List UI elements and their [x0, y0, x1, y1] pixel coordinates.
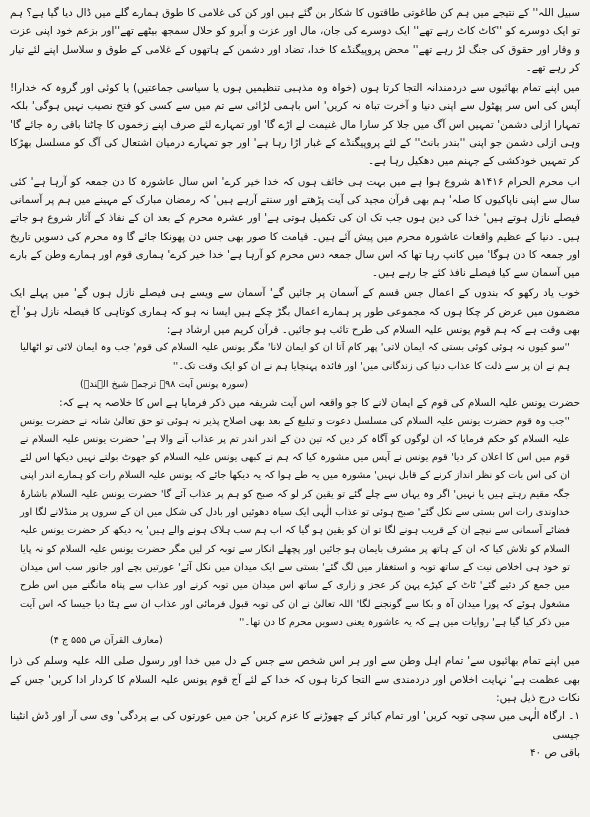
- story-quote: ''جب وہ قوم حضرت یونس علیہ السلام کی مسلسل دعوت و تبلیغ کے بعد بھی اصلاح پذیر نہ ہوئی تو حق تعالیٰ شانہ نے حضرت یونس علیہ السلام کو حکم فرمایا کہ ان لوگوں کو آگاہ کر دیں کہ تین دن کے اندر اندر تم پر عذاب آنے والا ہے' حضرت یونس علیہ السلام نے قوم میں اس کا اعلان کر دیا' قوم یونس نے آپس میں مشورہ کیا کہ ہم نے کبھی یونس علیہ السلام کو جھوٹ بولتے نہیں دیکھا اس لئے ان کی اس بات کو نظر انداز کرنے کے قابل نہیں' مشورہ میں یہ طے ہوا کہ یہ دیکھا جائے کہ یونس علیہ السلام رات کو ہمارے اندر اپنی جگہ مقیم رہتے ہیں یا نہیں' اگر وہ یہاں سے چلے گئے تو یقین کر لو کہ صبح کو ہم پر عذاب آئے گا' حضرت یونس علیہ السلام باشارۂ خداوندی رات اس بستی سے نکل گئے' صبح ہوئی تو عذاب الٰہی ایک سیاہ دھوئیں اور بادل کی شکل میں ان کے سروں پر منڈلانے لگا اور فضائے آسمانی سے نیچے ان کے قریب ہونے لگا تو ان کو یقین ہو گیا کہ اب ہم سب ہلاک ہونے والے ہیں' یہ دیکھ کر حضرت یونس علیہ السلام کو تلاش کیا کہ ان کے ہاتھ پر مشرف بایمان ہو جائیں اور پچھلے انکار سے توبہ کر لیں مگر حضرت یونس علیہ السلام کو نہ پایا تو خود ہی اخلاص نیت کے ساتھ توبہ و استغفار میں لگ گئے' بستی سے ایک میدان میں نکل آئے' عورتیں بچے اور جانور سب اس میدان میں جمع کر دئیے گئے' ٹاٹ کے کپڑے پہن کر عجز و زاری کے ساتھ اس میدان میں توبہ کرنے اور عذاب سے پناہ مانگنے میں اس طرح مشغول ہوئے کہ پورا میدان آہ و بکا سے گونجنے لگا' اللہ تعالیٰ نے ان کی توبہ قبول فرمائی اور عذاب ان سے ہٹا دیا جیسا کہ اس آیت میں ذکر کیا گیا ہے' روایات میں ہے کہ یہ عاشورہ یعنی دسویں محرم کا دن تھا۔'': [20, 415, 570, 628]
- quote-citation: (سورہ یونس آیت ۹۸۔ ترجمہ شیخ الہندؒ): [80, 378, 249, 390]
- paragraph-3: اب محرم الحرام ۱۴۱۶ھ شروع ہوا ہے میں بہت ہی خائف ہوں کہ خدا خیر کرے' اس سال عاشورہ کا دن جمعہ کو آرہا ہے' کئی سال سے اپنی ناپاکیوں کا صلہ' ہم بھی قرآن مجید کی آیت پڑھتے اور سنتے آرہے ہیں' کہ رمضان مبارک کے مہینے میں ہم پر آسمانی فیصلے نازل ہوتے ہیں' خدا کی دین ہوں جب تک ان کی تکمیل ہوتی ہے' اور عشرہ محرم کے بعد ان کے نفاذ کے آثار شروع ہو جاتے ہیں۔ دنیا کے عظیم واقعات عاشورہ محرم میں پیش آئے ہیں۔ قیامت کا صور بھی جس دن پھونکا جائے گا وہ محرم کی دسویں تاریخ اور جمعہ کا دن ہوگا' میں کانپ رہا تھا کہ اس سال جمعہ دس محرم کو آرہا ہے' خدا خیر کرے' ہماری قوم اور ہمارے وطن کے بارے میں آسمان سے کیا فیصلے نافذ کئے جا رہے ہیں۔: [10, 175, 580, 280]
- paragraph-7: ۱۔ ارگاہ الٰہی میں سچی توبہ کریں' اور تمام کبائر کے چھوڑنے کا عزم کریں' جن میں عورتوں کی بے پردگی' وی سی آر اور ڈش انٹینا جیسی: [10, 710, 580, 741]
- paragraph-4: خوب یاد رکھو کہ بندوں کے اعمال جس قسم کے آسمان پر جائیں گے' آسمان سے ویسے ہی فیصلے نازل ہوں گے' میں پہلے ایک مضمون میں عرض کر چکا ہوں کہ مجموعی طور پر ہمارے اعمال بگڑ چکے ہیں ایسا نہ ہو کہ ہماری کوتاہی کا فیصلہ نازل ہو' آج بھی وقت ہے کہ ہم قوم یونس علیہ السلام کی طرح تائب ہو جائیں۔ قرآن کریم میں ارشاد ہے:: [10, 287, 580, 337]
- story-citation: (معارف القرآن ص ۵۵۵ ج ۴): [50, 635, 163, 647]
- quran-quote: ''سو کیوں نہ ہوئی کوئی بستی کہ ایمان لاتی' پھر کام آتا ان کو ایمان لانا' مگر یونس علیہ السلام کی قوم' جب وہ ایمان لائی تو اٹھالیا ہم نے ان پر سے ذلت کا عذاب دنیا کی زندگانی میں' اور فائدہ پہنچایا ہم نے ان کو ایک وقت تک۔'': [20, 342, 570, 372]
- paragraph-5: حضرت یونس علیہ السلام کی قوم کے ایمان لانے کا جو واقعہ اس آیت شریفہ میں ذکر فرمایا ہے اس کا خلاصہ یہ ہے کہ:: [59, 397, 580, 410]
- paragraph-6: میں اپنے تمام بھائیوں سے' تمام اہل وطن سے اور ہر اس شخص سے جس کے دل میں خدا اور رسول صلی اللہ علیہ وسلم کی ذرا بھی عظمت ہے' نہایت اخلاص اور دردمندی سے التجا کرتا ہوں کہ خدا کے لئے آج قوم یونس علیہ السلام کا کردار ادا کریں' جس کے نکات درج ذیل ہیں:: [10, 655, 580, 704]
- continued-note: باقی ص ۴۰: [529, 746, 580, 759]
- paragraph-2: میں اپنے تمام بھائیوں سے دردمندانہ التجا کرتا ہوں (خواہ وہ مذہبی تنظیمیں ہوں یا سیاسی جماعتیں) یا کوئی اور گروہ کہ خدارا! آپس کی اس سر پھٹول سے اپنی دنیا و آخرت تباہ نہ کریں' اس باہمی لڑائی سے تم میں سے کسی کو فتح نصیب نہیں ہوگی' بلکہ تمہارا ازلی دشمن' تمہیں اس آگ میں جلا کر سارا مال غنیمت لے اڑے گا' اور تمہارے لئے صرف اپنے زخموں کا چاٹنا باقی رہ جائے گا' وہی ازلی دشمن جو اپنی ''بندر بانٹ'' کے لئے پروپیگنڈے کے غبار اڑا رہا ہے' اور جو تمہارے درمیان اشتعال کی آگ کو مسلسل بھڑکا کر تمہیں خودکشی کے جہنم میں دھکیل رہا ہے۔: [10, 82, 580, 168]
- paragraph-1: سبیل اللہ'' کے نتیجے میں ہم کن طاغوتی طاقتوں کا شکار بن گئے ہیں اور کن کی غلامی کا طوق ہمارے گلے میں ڈال دیا گیا ہے؟ ہم تو ایک دوسرے کو ''کاٹ کاٹ رہے تھے'' ایک دوسرے کی جان، مال اور عزت و آبرو کو حلال سمجھ بیٹھے تھے''اور بزعم خود اپنی عزت و وقار اور حقوق کی جنگ لڑ رہے تھے'' محض پروپیگنڈے کا خدا، تضاد اور دشمن کے ہاتھوں کے غلامی کے طوق و سلاسل اپنے لئے تیار کر رہے تھے۔: [10, 7, 580, 74]
